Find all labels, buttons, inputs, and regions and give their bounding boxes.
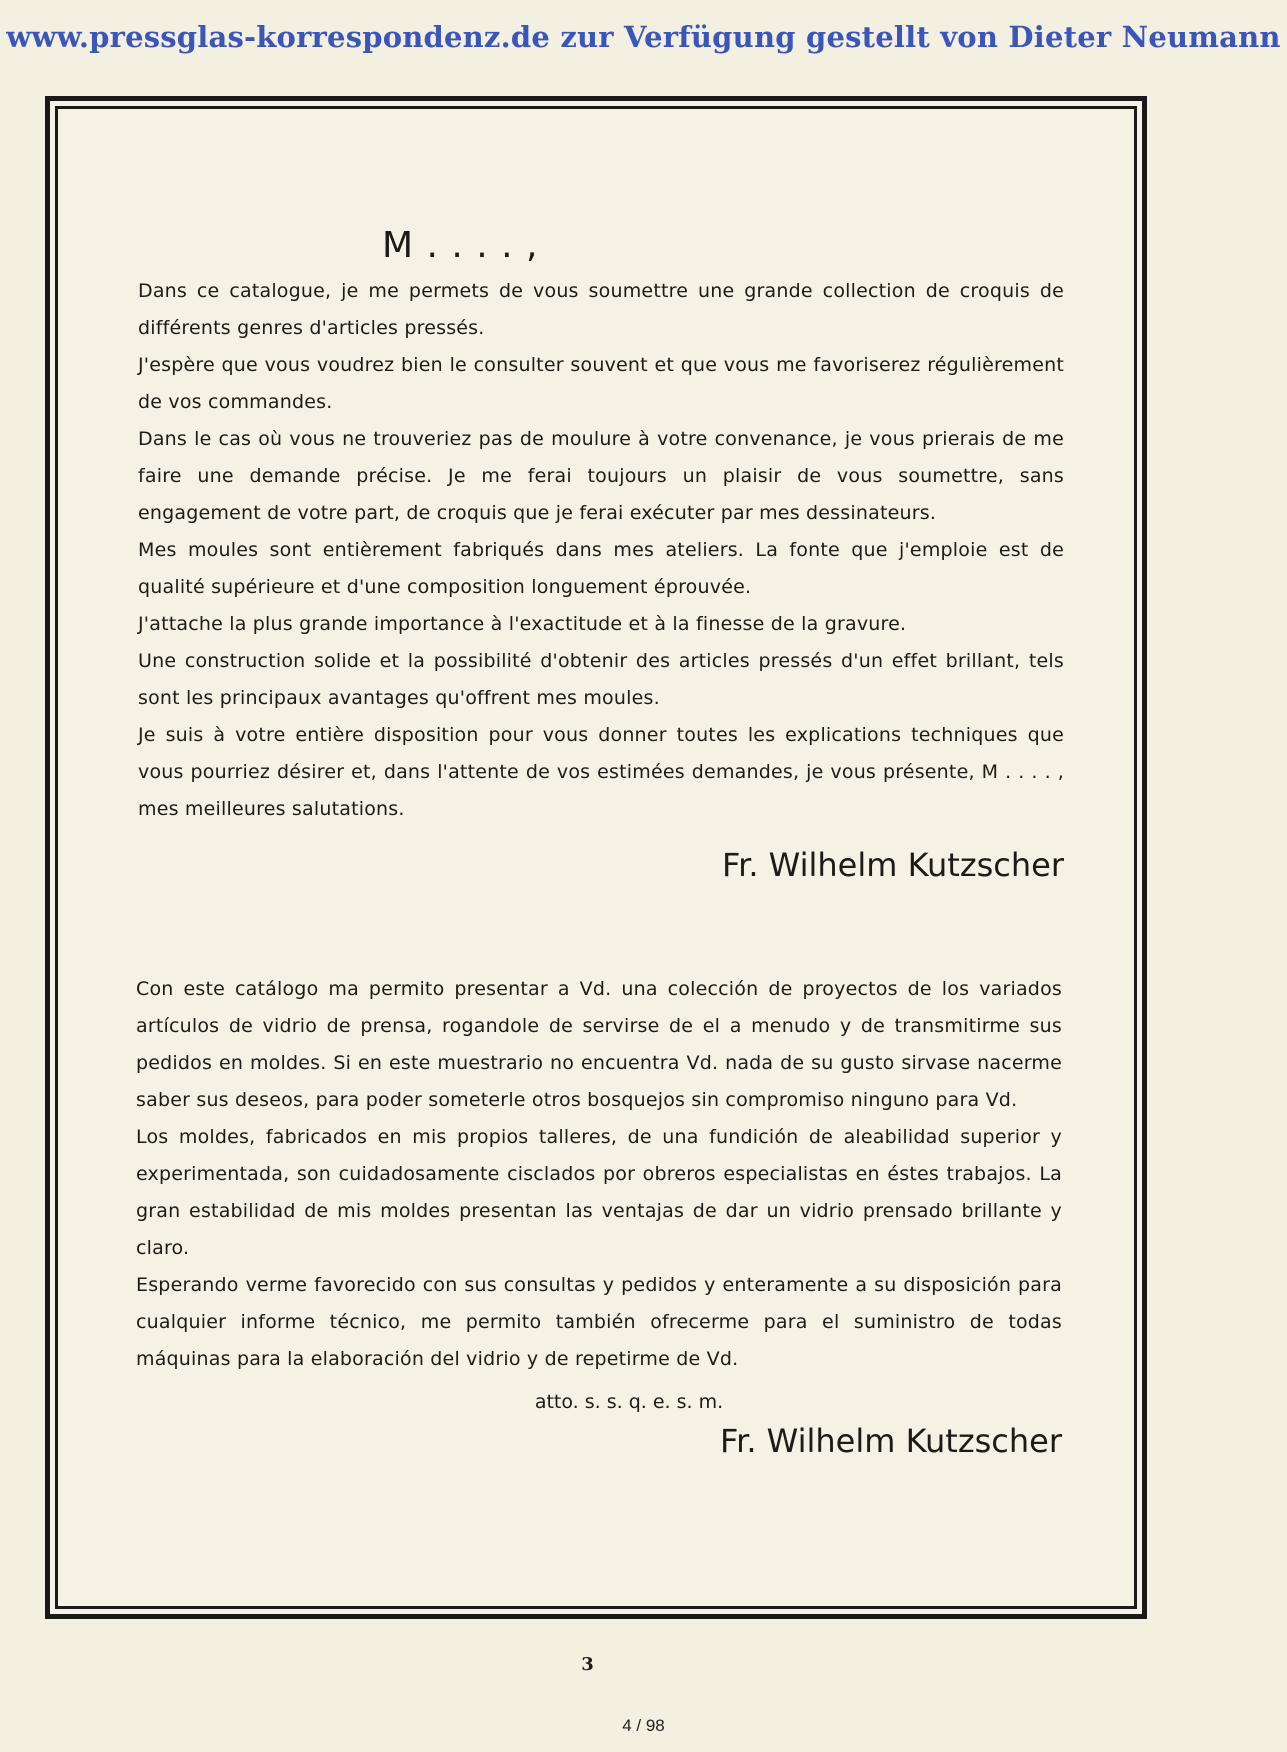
page-frame xyxy=(45,96,1147,1619)
signature-fr: Fr. Wilhelm Kutzscher xyxy=(722,846,1064,884)
paragraph-fr-3: Dans le cas où vous ne trouveriez pas de moulure à votre convenance, je vous prierais de me faire une demande précise. Je me ferai toujours un plaisir de vous soumettre, sans engagement de votre part, de croquis que je ferai exécuter par mes dessinateurs. xyxy=(138,428,1064,524)
paragraph-es-2: Los moldes, fabricados en mis propios talleres, de una fundición de aleabilidad superior y experimentada, son cuidadosamente cisclados por obreros especialistas en éstes trabajos. La gran estabilidad de mis moldes presentan las ventajas de dar un vidrio prensado brillante y claro. xyxy=(136,1126,1062,1259)
letter-spanish xyxy=(136,971,1062,1460)
paragraph-fr-2: J'espère que vous voudrez bien le consulter souvent et que vous me favoriserez régulièrement de vos commandes. xyxy=(138,354,1064,413)
paragraph-es-3: Esperando verme favorecido con sus consultas y pedidos y enteramente a su disposición para cualquier informe técnico, me permito también ofrecerme para el suministro de todas máquinas para la elaboración del vidrio y de repetirme de Vd. xyxy=(136,1274,1062,1370)
paragraph-fr-1: Dans ce catalogue, je me permets de vous soumettre une grande collection de croquis de différents genres d'articles pressés. xyxy=(138,280,1064,339)
printed-page-number: 3 xyxy=(581,1654,594,1675)
letter-salutation: M . . . . , xyxy=(382,225,539,266)
closing-formula-es: atto. s. s. q. e. s. m. xyxy=(534,1391,724,1413)
paragraph-fr-7: Je suis à votre entière disposition pour vous donner toutes les explications techniques que vous pourriez désirer et, dans l'attente de vos estimées demandes, je vous présente, M . . . . , mes meilleures salutations. xyxy=(138,724,1064,820)
letter-french xyxy=(138,273,1064,884)
paragraph-fr-6: Une construction solide et la possibilité d'obtenir des articles pressés d'un effet brillant, tels sont les principaux avantages qu'offrent mes moules. xyxy=(138,650,1064,709)
signature-es: Fr. Wilhelm Kutzscher xyxy=(720,1422,1062,1460)
paragraph-fr-4: Mes moules sont entièrement fabriqués dans mes ateliers. La fonte que j'emploie est de qualité supérieure et d'une composition longuement éprouvée. xyxy=(138,539,1064,598)
paragraph-es-1: Con este catálogo ma permito presentar a Vd. una colección de proyectos de los variados artículos de vidrio de prensa, rogandole de servirse de el a menudo y de transmitirme sus pedidos en moldes. Si en este muestrario no encuentra Vd. nada de su gusto sirvase nacerme saber sus deseos, para poder someterle otros bosquejos sin compromiso ninguno para Vd. xyxy=(136,978,1062,1111)
header-link[interactable]: www.pressglas-korrespondenz.de zur Verfügung gestellt von Dieter Neumann xyxy=(6,20,1281,54)
paragraph-fr-5: J'attache la plus grande importance à l'exactitude et à la finesse de la gravure. xyxy=(138,613,907,635)
pdf-page-counter: 4 / 98 xyxy=(622,1716,665,1735)
